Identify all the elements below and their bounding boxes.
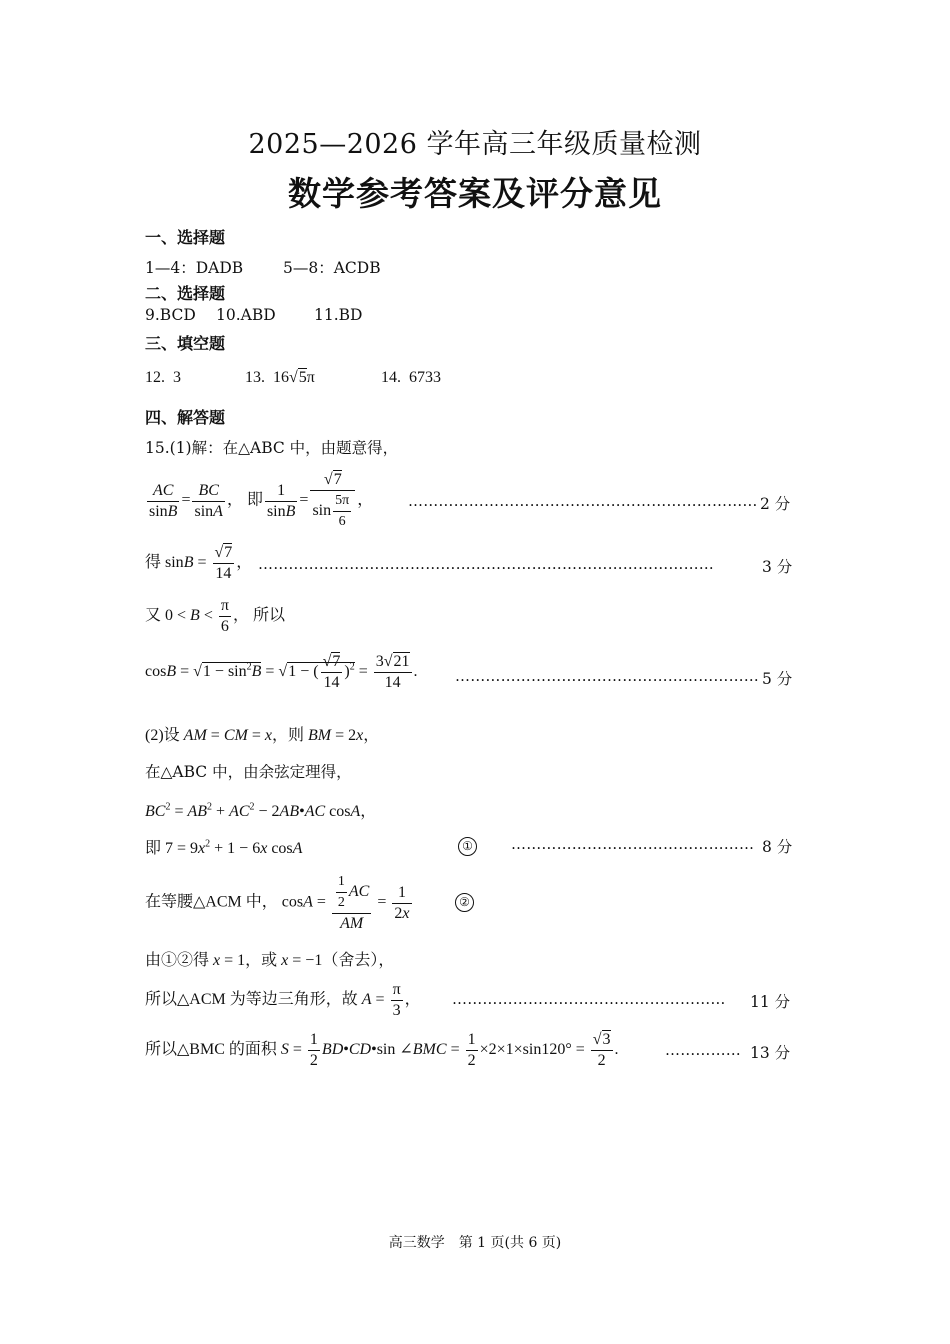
answer-13: 13. 16√5π <box>245 369 315 386</box>
law-of-cosines: $BC^2 = AB^2 + AC^2$ − 2AB•AC cosA， <box>145 801 377 820</box>
area-text: 所以△BMC 的面积 <box>145 1041 277 1059</box>
answers-1-4: 1—4：DADB <box>145 259 244 277</box>
score-11: 11 分 <box>750 993 791 1011</box>
range-of-B: 又 0 < B < $\frac{\pi}{6}$ ， 所以 <box>145 597 285 635</box>
law-of-sines-equation: $\frac{AC}{\sin B}$ = $\frac{BC}{\sin A}$ ， 即 $\frac{1}{\sin B}$ = √7 sin $\frac{5\pi}{6}$ ， <box>149 471 374 529</box>
section-heading-solutions: 四、解答题 <box>145 408 226 427</box>
equation-2-marker <box>455 891 474 912</box>
answer-11: 11.BD <box>314 306 363 324</box>
equilateral-conclusion: 所以△ACM 为等边三角形，故 A = $\frac{\pi}{3}$ ， <box>145 981 421 1019</box>
answer-14-label: 14. <box>381 369 401 386</box>
equation-1-circle: ① <box>458 837 477 856</box>
sinB-result: 得 sinB = $\frac{√7}{14}$ ， <box>145 544 253 582</box>
answer-12 <box>145 369 181 387</box>
score-5: 5 分 <box>762 670 793 688</box>
discard-text: （舍去）， <box>322 952 395 969</box>
solve-x: 由①②得 x = 1，或 x = −1（舍去）， <box>145 952 395 969</box>
solve-text: 由①②得 <box>145 952 210 969</box>
score-8: 8 分 <box>762 838 793 856</box>
leader-dots: …………… <box>665 1041 741 1059</box>
leader-dots: ……………………………………………… <box>452 990 726 1008</box>
area-result: 所以△BMC 的面积 S = $\frac{1}{2}$ BD•CD•sin ∠BMC = $\frac{1}{2}$ ×2×1×sin120° = $\frac{√3}{2}$ . <box>145 1031 619 1069</box>
answer-13-label: 13. <box>245 369 265 386</box>
section-heading-multi-choice: 二、选择题 <box>145 284 226 303</box>
section-heading-choice: 一、选择题 <box>145 228 226 247</box>
score-13: 13 分 <box>750 1044 791 1062</box>
answer-9: 9.BCD <box>145 306 196 324</box>
answers-5-8: 5—8：ACDB <box>283 259 381 277</box>
part2-intro: (2)设 <box>145 727 180 744</box>
isosceles-equation: 在等腰△ACM 中， cosA = $\frac{1}{2}$ AC AM = $\frac{1}{2x}$ <box>145 874 410 932</box>
equation-1: 即 $7 = 9x^2 + 1 - 6x$ cosA <box>145 838 303 857</box>
score-3: 3 分 <box>762 558 793 576</box>
you-text: 又 <box>145 607 162 625</box>
answer-12-value: 3 <box>173 369 181 386</box>
isosceles-text: 在等腰△ACM 中， <box>145 893 278 911</box>
leader-dots: ……………………………………………………………………………… <box>258 555 714 573</box>
answer-12-label: 12. <box>145 369 165 386</box>
document-subtitle: 数学参考答案及评分意见 <box>288 174 662 213</box>
equation-1-marker <box>458 835 477 856</box>
answer-13-pi: π <box>306 369 315 386</box>
section-heading-fill-blank: 三、填空题 <box>145 334 226 353</box>
answer-10: 10.ABD <box>216 306 276 324</box>
equation-2-circle: ② <box>455 893 474 912</box>
ji-text: 即 <box>145 840 162 857</box>
answer-14-value: 6733 <box>409 369 441 386</box>
or-text: 或 <box>261 952 278 969</box>
cosine-intro: 在△ABC 中，由余弦定理得， <box>145 763 352 781</box>
score-2: 2 分 <box>760 495 791 513</box>
answer-13-coef: 16 <box>273 369 289 386</box>
answer-13-radicand: 5 <box>298 369 307 386</box>
page-footer: 高三数学 第 1 页(共 6 页) <box>388 1235 562 1251</box>
q15-intro: 15.(1)解：在△ABC 中，由题意得， <box>145 439 399 457</box>
part2-setup: (2)设 AM = CM = x，则 BM = 2x， <box>145 727 380 744</box>
cosB-result: $\cos B = √1 - \sin^2B = √1$ − ( $\frac{√7}{14}$ )$^2$ = $\frac{3√21}{14}$ . <box>145 653 418 691</box>
leader-dots: …………………………………………………………… <box>408 492 758 510</box>
answer-14 <box>381 369 441 387</box>
suoyi-text: 所以 <box>252 607 285 625</box>
leader-dots: …………………………………………………… <box>455 667 759 685</box>
leader-dots: ………………………………………… <box>511 835 755 853</box>
equilateral-text: 所以△ACM 为等边三角形，故 <box>145 991 358 1009</box>
document-title: 2025—2026 学年高三年级质量检测 <box>248 129 702 160</box>
